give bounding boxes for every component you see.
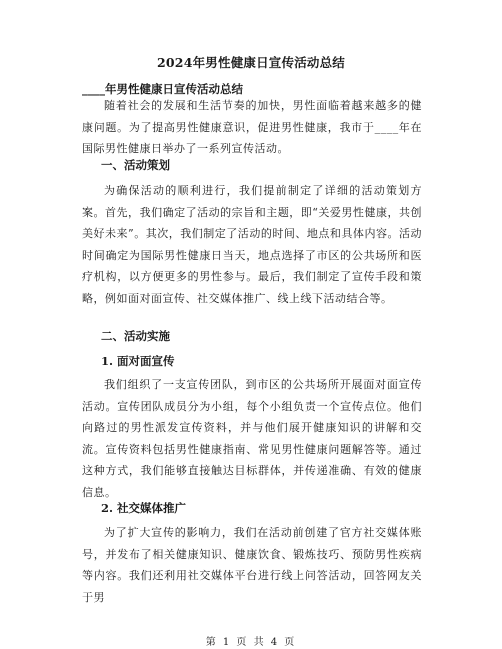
subsection-heading-face-to-face: 1. 面对面宣传	[101, 354, 175, 368]
document-title: 2024年男性健康日宣传活动总结	[157, 55, 345, 70]
face-to-face-paragraph: 我们组织了一支宣传团队，到市区的公共场所开展面对面宣传活动。宣传团队成员分为小组，每个小组负责一个宣传点位。他们向路过的男性派发宣传资料，并与他们展开健康知识的讲解和交流。宣传资料包括男性健康指南、常见男性健康问题解答等。通过这种方式，我们能够直接触达目标群体，并传递准确、有效的健康信息。	[82, 378, 422, 499]
section-heading-planning: 一、活动策划	[101, 158, 170, 172]
page-footer: 第 1 页 共 4 页	[205, 637, 297, 648]
planning-paragraph: 为确保活动的顺利进行，我们提前制定了详细的活动策划方案。首先，我们确定了活动的宗旨和主题，即“关爱男性健康，共创美好未来”。其次，我们制定了活动的时间、地点和具体内容。活动时间确定为国际男性健康日当天，地点选择了市区的公共场所和医疗机构，以方便更多的男性参与。最后，我们制定了宣传手段和策略，例如面对面宣传、社交媒体推广、线上线下活动结合等。	[82, 184, 422, 305]
intro-paragraph: 随着社会的发展和生活节奏的加快，男性面临着越来越多的健康问题。为了提高男性健康意识，促进男性健康，我市于____年在国际男性健康日举办了一系列宣传活动。	[82, 99, 422, 156]
document-subtitle: ____年男性健康日宣传活动总结	[82, 82, 243, 96]
section-heading-implementation: 二、活动实施	[101, 329, 170, 343]
subsection-heading-social-media: 2. 社交媒体推广	[101, 501, 187, 515]
social-media-paragraph: 为了扩大宣传的影响力，我们在活动前创建了官方社交媒体账号，并发布了相关健康知识、健康饮食、锻炼技巧、预防男性疾病等内容。我们还利用社交媒体平台进行线上问答活动，回答网友关于男	[82, 526, 422, 604]
